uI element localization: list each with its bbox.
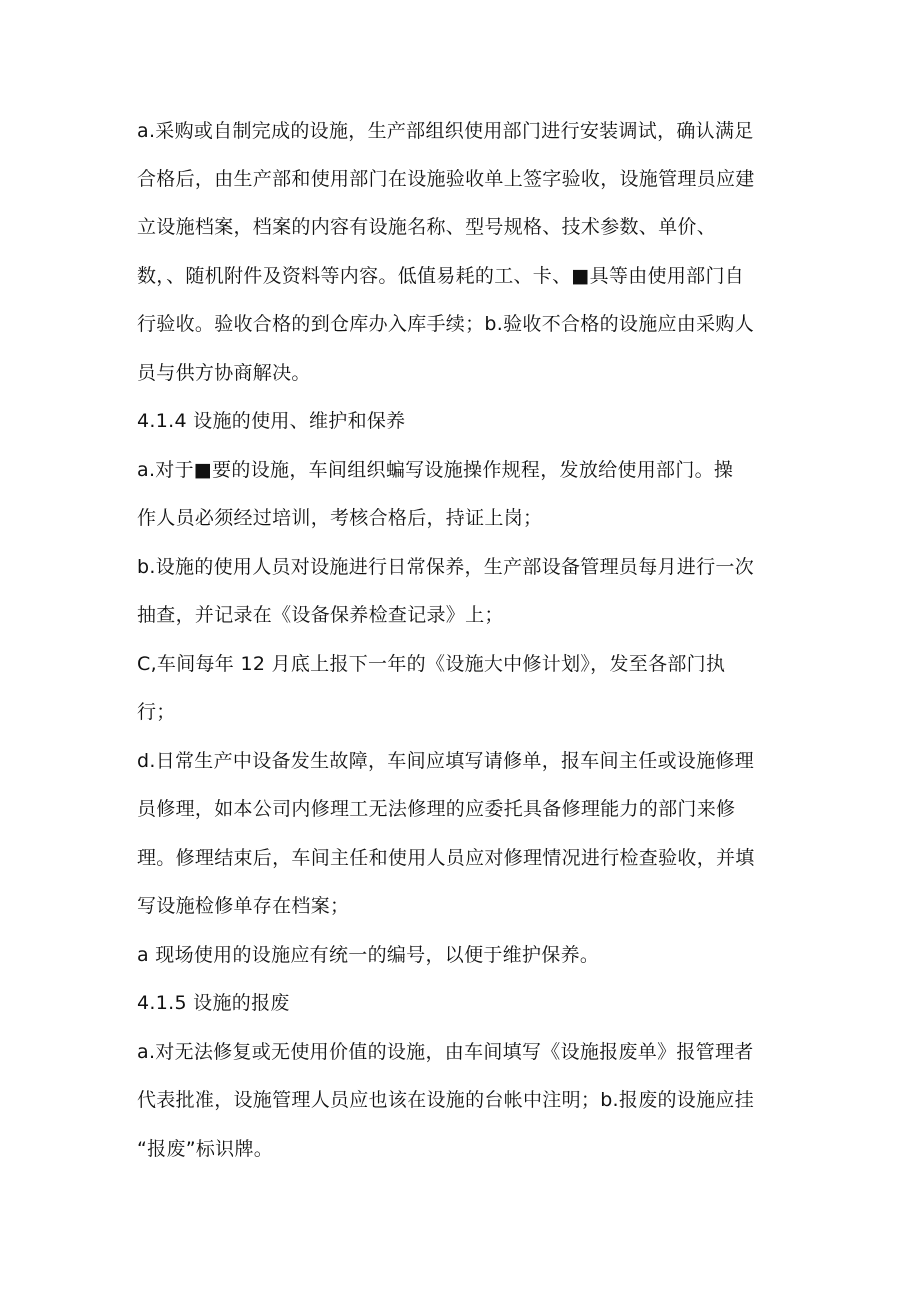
text-line: 立设施档案，档案的内容有设施名称、型号规格、技术参数、单价、 <box>137 216 717 238</box>
text-line: 写设施检修单存在档案； <box>137 895 350 917</box>
text-line: 代表批准，设施管理人员应也该在设施的台帐中注明；b.报废的设施应挂 <box>137 1089 755 1111</box>
text-line: b.设施的使用人员对设施进行日常保养，生产部设备管理员每月进行一次 <box>137 556 755 578</box>
text-line: d.日常生产中设备发生故障，车间应填写请修单，报车间主任或设施修理 <box>137 750 755 772</box>
text-line: a.对无法修复或无使用价值的设施，由车间填写《设施报废单》报管理者 <box>137 1041 754 1063</box>
text-line: a 现场使用的设施应有统一的编号，以便于维护保养。 <box>137 944 600 966</box>
text-line: 行验收。验收合格的到仓库办入库手续；b.验收不合格的设施应由采购人 <box>137 313 755 335</box>
text-line: “报废”标识牌。 <box>137 1138 274 1160</box>
text-line: 员与供方协商解决。 <box>137 362 311 384</box>
text-line: a.采购或自制完成的设施，生产部组织使用部门进行安装调试，确认满足 <box>137 120 754 142</box>
text-line: 合格后，由生产部和使用部门在设施验收单上签字验收，设施管理员应建 <box>137 168 755 190</box>
text-line: 数，、随机附件及资料等内容。低值易耗的工、卡、■具等由使用部门自 <box>137 265 745 287</box>
text-line: C,车间每年 12 月底上报下一年的《设施大中修计划》，发至各部门执 <box>137 653 726 675</box>
section-heading: 4.1.5 设施的报废 <box>137 992 290 1014</box>
text-line: 抽查，并记录在《设备保养检查记录》上； <box>137 604 504 626</box>
section-heading: 4.1.4 设施的使用、维护和保养 <box>137 410 406 432</box>
text-line: a.对于■要的设施，车间组织蝙写设施操作规程，发放给使用部门。操 <box>137 459 734 481</box>
text-line: 员修理，如本公司内修理工无法修理的应委托具备修理能力的部门来修 <box>137 798 736 820</box>
text-line: 行； <box>137 701 176 723</box>
text-line: 作人员必须经过培训，考核合格后，持证上岗； <box>137 507 543 529</box>
text-line: 理。修理结束后，车间主任和使用人员应对修理情况进行检查验收，并填 <box>137 847 755 869</box>
